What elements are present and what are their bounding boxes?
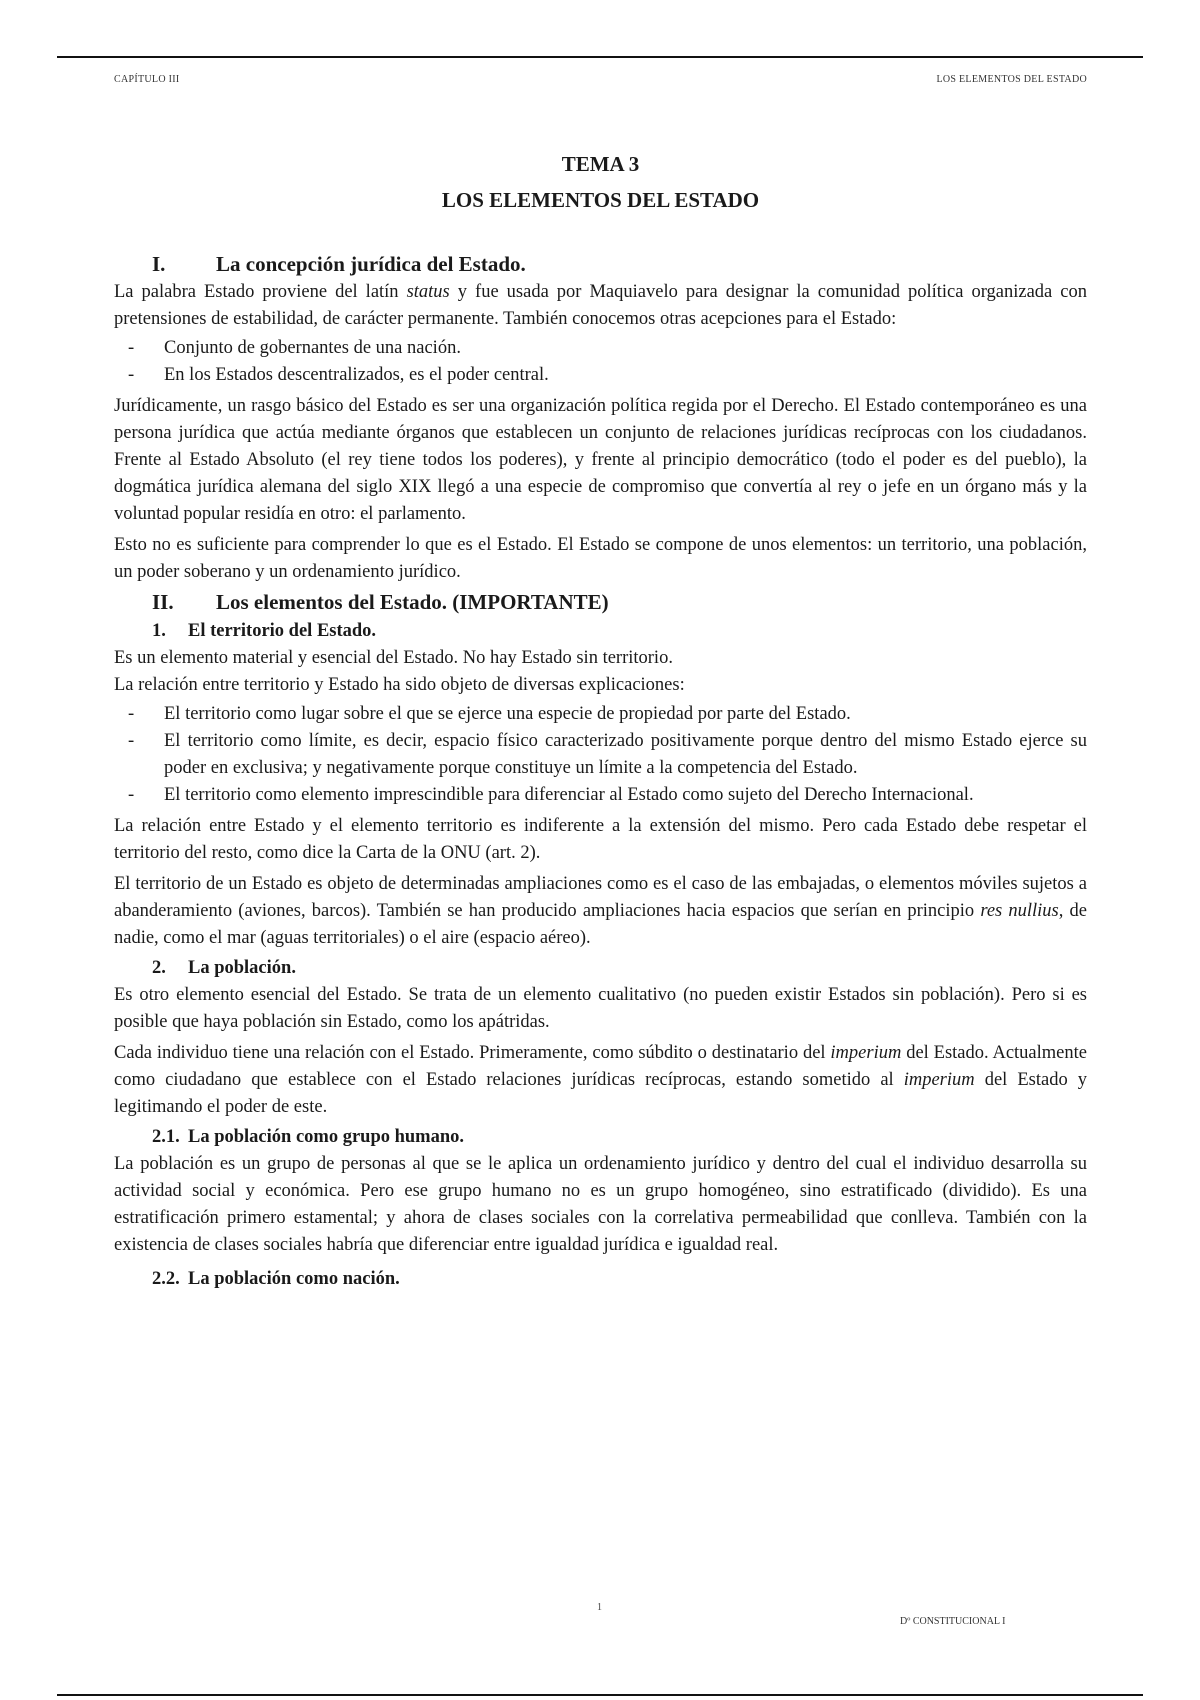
- page-number: 1: [597, 1602, 602, 1613]
- document-title: [114, 146, 1087, 218]
- section-title: Los elementos del Estado. (IMPORTANTE): [216, 590, 609, 614]
- paragraph: La relación entre Estado y el elemento territorio es indiferente a la extensión del mismo. Pero cada Estado debe respetar el territorio del resto, como dice la Carta de la ONU (art. 2).: [114, 816, 1087, 863]
- header-rule: [57, 56, 1143, 58]
- paragraph: Es un elemento material y esencial del Estado. No hay Estado sin territorio.: [114, 648, 673, 668]
- footer-rule: [57, 1694, 1143, 1696]
- running-header-chapter: CAPÍTULO III: [114, 74, 180, 85]
- section-2-heading: [114, 588, 1087, 617]
- footer-course: Dº CONSTITUCIONAL I: [900, 1616, 1006, 1627]
- subsection-2-2-heading: 2.2. La población como nación.: [152, 1269, 400, 1289]
- paragraph: El territorio de un Estado es objeto de determinadas ampliaciones como es el caso de las embajadas, o elementos móviles sujetos a abanderamiento (aviones, barcos). También se han producido ampliaciones hacia espacios que serían en principio res nullius, de nadie, como el mar (aguas territoriales) o el aire (espacio aéreo).: [114, 874, 1088, 948]
- list-item: - El territorio como lugar sobre el que se ejerce una especie de propiedad por parte del Estado.: [128, 704, 851, 724]
- paragraph: Jurídicamente, un rasgo básico del Estado es ser una organización política regida por el Derecho. El Estado contemporáneo es una persona jurídica que actúa mediante órganos que establecen un conjunto de relaciones jurídicas recíprocas con los ciudadanos. Frente al Estado Absoluto (el rey tiene todos los poderes), y frente al principio democrático (todo el poder es del pueblo), la dogmática jurídica alemana del siglo XIX llegó a una especie de compromiso que convertía al rey o jefe en un órgano más y la voluntad popular residía en otro: el parlamento.: [114, 396, 1087, 524]
- paragraph: La población es un grupo de personas al que se le aplica un ordenamiento jurídico y dentro del cual el individuo desarrolla su actividad social y económica. Pero ese grupo humano no es un grupo homogéneo, sino estratificado (dividido). Es una estratificación primero estamental; y ahora de clases sociales con la correlativa permeabilidad que conlleva. También con la existencia de clases sociales habría que diferenciar entre igualdad jurídica e igualdad real.: [114, 1154, 1087, 1255]
- paragraph: Esto no es suficiente para comprender lo que es el Estado. El Estado se compone de unos elementos: un territorio, una población, un poder soberano y un ordenamiento jurídico.: [114, 535, 1087, 582]
- section-number: II.: [152, 590, 174, 614]
- subsection-1-heading: 1. El territorio del Estado.: [152, 621, 377, 641]
- section-2: [114, 588, 1087, 1293]
- bullet-list: [114, 335, 1087, 389]
- list-item: - El territorio como límite, es decir, espacio físico caracterizado positivamente porque dentro del mismo Estado ejerce su poder en exclusiva; y negativamente porque constituye un límite a la competencia del Estado.: [128, 731, 1087, 778]
- title-line-1: TEMA 3: [561, 152, 640, 176]
- list-item: - El territorio como elemento imprescindible para diferenciar al Estado como sujeto del Derecho Internacional.: [128, 785, 974, 805]
- running-header-title: LOS ELEMENTOS DEL ESTADO: [936, 74, 1087, 85]
- subsection-2-heading: 2. La población.: [152, 958, 296, 978]
- subsection-2-1-heading: 2.1. La población como grupo humano.: [152, 1127, 465, 1147]
- section-1-heading: [114, 250, 1087, 279]
- title-line-2: LOS ELEMENTOS DEL ESTADO: [441, 188, 760, 212]
- list-item: - Conjunto de gobernantes de una nación.: [128, 338, 461, 358]
- paragraph: Es otro elemento esencial del Estado. Se trata de un elemento cualitativo (no pueden existir Estados sin población). Pero si es posible que haya población sin Estado, como los apátridas.: [114, 985, 1087, 1032]
- page-content: [114, 146, 1087, 1293]
- bullet-list: [114, 701, 1087, 809]
- paragraph: La relación entre territorio y Estado ha sido objeto de diversas explicaciones:: [114, 675, 685, 695]
- paragraph: La palabra Estado proviene del latín status y fue usada por Maquiavelo para designar la comunidad política organizada con pretensiones de estabilidad, de carácter permanente. También conocemos otras acepciones para el Estado:: [114, 282, 1087, 329]
- section-1: [114, 250, 1087, 586]
- paragraph: Cada individuo tiene una relación con el Estado. Primeramente, como súbdito o destinatario del imperium del Estado. Actualmente como ciudadano que establece con el Estado relaciones jurídicas recíprocas, estando sometido al imperium del Estado y legitimando el poder de este.: [114, 1043, 1087, 1117]
- list-item: - En los Estados descentralizados, es el poder central.: [128, 365, 549, 385]
- section-number: I.: [152, 252, 166, 276]
- section-title: La concepción jurídica del Estado.: [216, 252, 526, 276]
